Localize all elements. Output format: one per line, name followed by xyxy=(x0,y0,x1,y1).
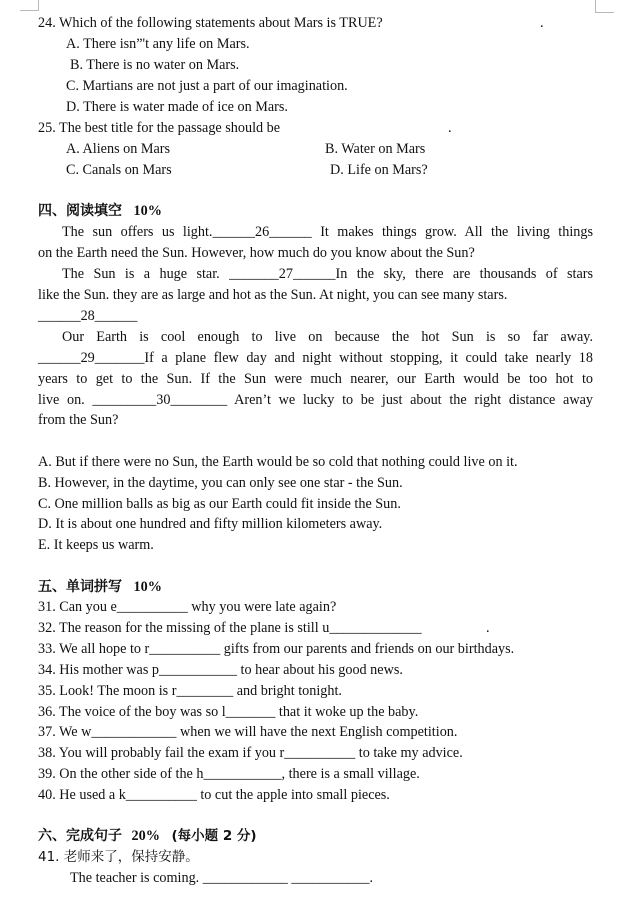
q25-option-d: D. Life on Mars? xyxy=(330,162,428,178)
q25-stem: 25. The best title for the passage should be xyxy=(38,120,281,136)
passage-line-8: years to get to the Sun. If the Sun were much nearer, our Earth would be too hot to xyxy=(38,371,593,387)
spelling-item-35: 35. Look! The moon is r________ and bright tonight. xyxy=(38,683,342,699)
q25-trail-dot: . xyxy=(448,120,452,136)
page-corner-mark-left xyxy=(20,0,39,11)
q25-option-a: A. Aliens on Mars xyxy=(66,141,171,157)
passage-line-6: Our Earth is cool enough to live on because the hot Sun is so far away. xyxy=(62,329,593,345)
q25-option-b: B. Water on Mars xyxy=(325,141,426,157)
spelling-item-38: 38. You will probably fail the exam if you r__________ to take my advice. xyxy=(38,745,463,761)
q24-stem: 24. Which of the following statements about Mars is TRUE? xyxy=(38,15,383,31)
q24-option-a: A. There isn”'t any life on Mars. xyxy=(66,36,250,52)
spelling-item-36: 36. The voice of the boy was so l_______ that it woke up the baby. xyxy=(38,704,419,720)
q41-answer-line: The teacher is coming. ____________ ___________. xyxy=(70,870,374,886)
spelling-item-32: 32. The reason for the missing of the plane is still u_____________ xyxy=(38,620,422,636)
passage-line-7: ______29_______If a plane flew day and night without stopping, it could take nearly 18 xyxy=(38,350,593,366)
passage-line-2: on the Earth need the Sun. However, how much do you know about the Sun? xyxy=(38,245,475,261)
spelling-item-39: 39. On the other side of the h___________, there is a small village. xyxy=(38,766,420,782)
passage-line-4: like the Sun. they are as large and hot as the Sun. At night, you can see many stars. xyxy=(38,287,508,303)
section4-heading xyxy=(38,201,162,221)
choice-d: D. It is about one hundred and fifty million kilometers away. xyxy=(38,516,383,532)
passage-line-9: live on. _________30________ Aren’t we lucky to be just about the right distance away xyxy=(38,392,593,408)
passage-line-10: from the Sun? xyxy=(38,412,119,428)
section6-title: 六、完成句子 xyxy=(38,828,122,844)
section6-points: 20% xyxy=(131,828,160,844)
section5-title: 五、单词拼写 xyxy=(38,579,122,595)
section5-points: 10% xyxy=(133,579,162,595)
section6-heading xyxy=(38,826,257,846)
choice-b: B. However, in the daytime, you can only see one star - the Sun. xyxy=(38,475,403,491)
choice-a: A. But if there were no Sun, the Earth would be so cold that nothing could live on it. xyxy=(38,454,518,470)
section4-points: 10% xyxy=(133,203,162,219)
choice-c: C. One million balls as big as our Earth could fit inside the Sun. xyxy=(38,496,401,512)
q24-trail-dot: . xyxy=(540,15,544,31)
spelling-item-40: 40. He used a k__________ to cut the apple into small pieces. xyxy=(38,787,390,803)
q24-option-d: D. There is water made of ice on Mars. xyxy=(66,99,288,115)
q41-prompt: 41. 老师来了，保持安静。 xyxy=(38,849,199,865)
passage-line-3: The Sun is a huge star. _______27______In the sky, there are thousands of stars xyxy=(62,266,593,282)
q24-option-c: C. Martians are not just a part of our imagination. xyxy=(66,78,348,94)
section5-heading xyxy=(38,577,162,597)
choice-e: E. It keeps us warm. xyxy=(38,537,154,553)
q24-option-b: B. There is no water on Mars. xyxy=(70,57,240,73)
section4-title: 四、阅读填空 xyxy=(38,203,122,219)
spelling-item-34: 34. His mother was p___________ to hear about his good news. xyxy=(38,662,403,678)
section6-note: (每小题 2 分) xyxy=(171,828,257,844)
passage-line-5: ______28______ xyxy=(38,308,138,324)
spelling-item-33: 33. We all hope to r__________ gifts from our parents and friends on our birthdays. xyxy=(38,641,515,657)
spelling-item-31: 31. Can you e__________ why you were late again? xyxy=(38,599,337,615)
spelling-item-32-dot: . xyxy=(486,620,490,636)
passage-line-1: The sun offers us light.______26______ It makes things grow. All the living things xyxy=(62,224,593,240)
spelling-item-37: 37. We w____________ when we will have the next English competition. xyxy=(38,724,458,740)
page-corner-mark-right xyxy=(595,0,614,13)
q25-option-c: C. Canals on Mars xyxy=(66,162,172,178)
